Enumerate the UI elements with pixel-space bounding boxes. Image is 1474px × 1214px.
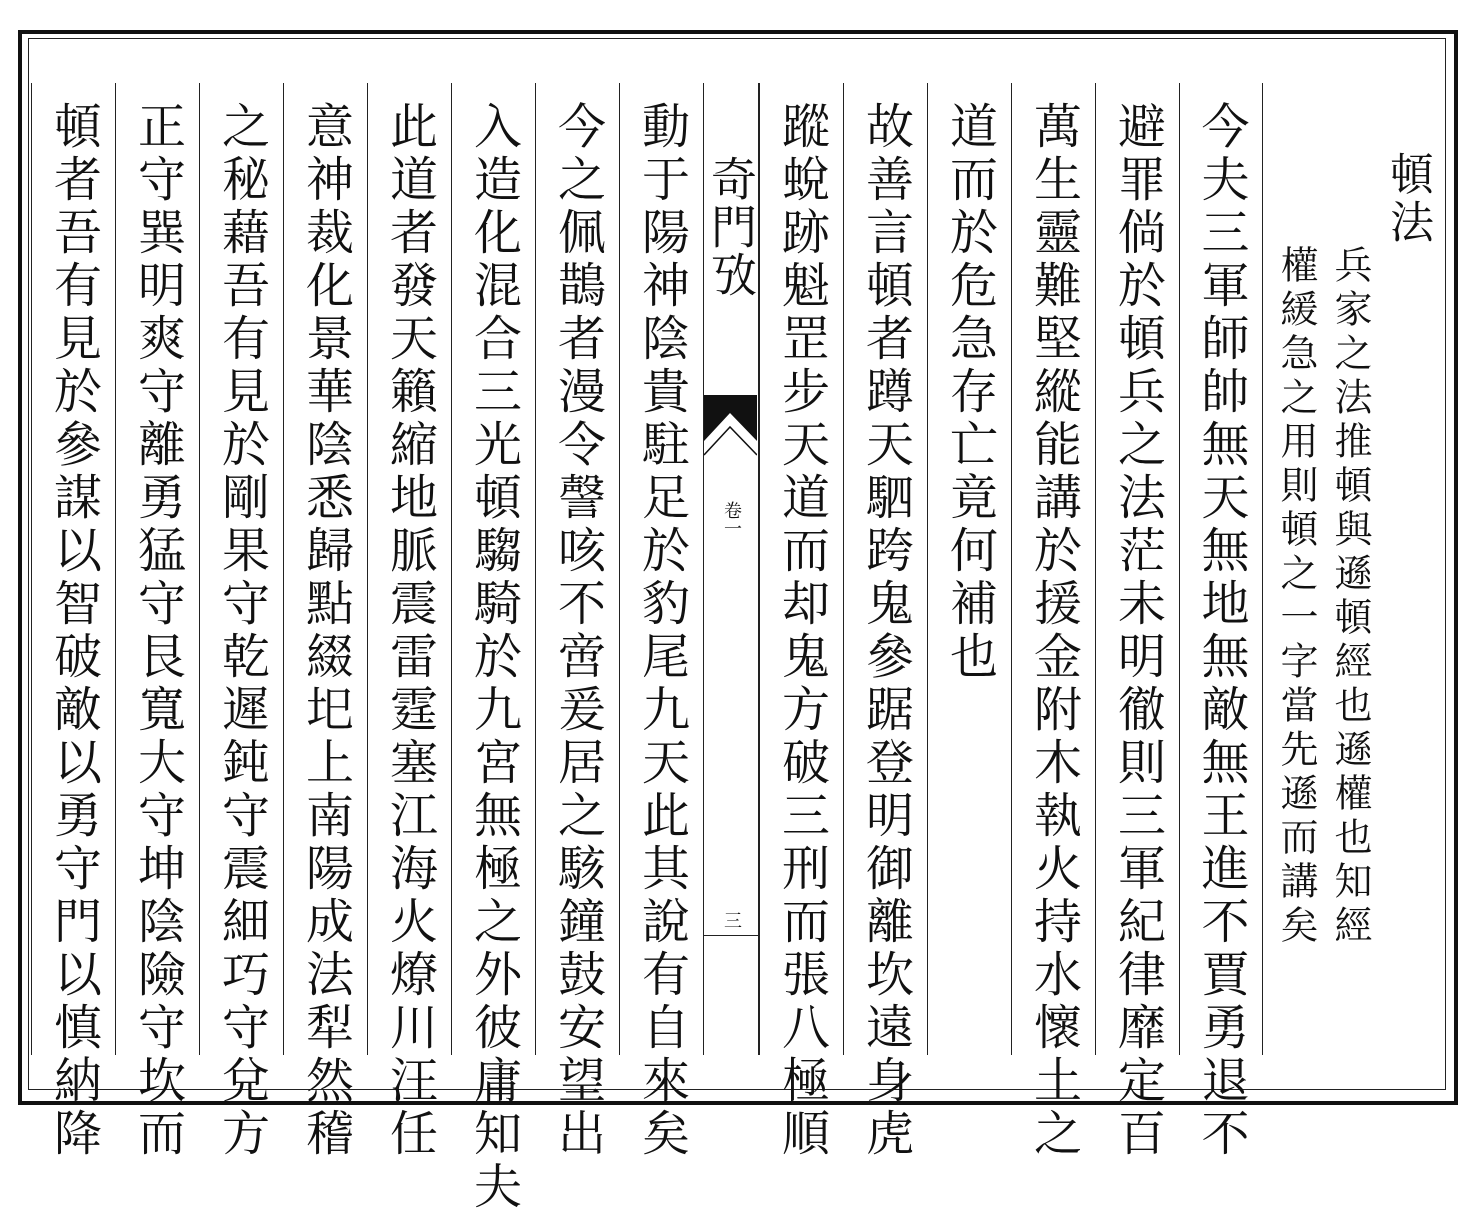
column-text: 動于陽神陰貴駐足於豹尾九天此其說有自來矣 (633, 101, 690, 1161)
text-column (199, 83, 283, 1161)
text-column (367, 83, 451, 1161)
column-text: 意神裁化景華陰悉歸點綴圯上南陽成法犁然稽 (297, 101, 354, 1161)
section-heading: 頓法 (1382, 151, 1433, 247)
column-text: 故善言頓者蹲天駟跨鬼參踞登明御離坎遠身虎 (857, 101, 914, 1161)
text-column (759, 83, 843, 1161)
text-column (451, 83, 535, 1214)
commentary-block (1265, 83, 1375, 1055)
text-column (619, 83, 703, 1161)
text-column (535, 83, 619, 1161)
text-block-frame (28, 38, 1446, 1214)
book-margin (703, 83, 759, 1055)
column-text: 萬生靈難堅縱能講於援金附木執火持水懷土之 (1025, 101, 1082, 1161)
text-column (927, 83, 1011, 1055)
text-column (1095, 83, 1179, 1161)
text-column (115, 83, 199, 1161)
column-text: 此道者發天籟縮地脈震雷霆塞江海火燎川汪任 (381, 101, 438, 1161)
column-text: 入造化混合三光頓騶騎於九宮無極之外彼庸知夫 (465, 101, 522, 1214)
column-text: 今之佩鵲者漫令謦咳不啻爰居之駭鐘鼓安望出 (549, 101, 606, 1161)
text-column (843, 83, 927, 1161)
text-column (31, 83, 115, 1161)
column-text: 蹤蛻跡魁罡步天道而却鬼方破三刑而張八極順 (773, 101, 830, 1161)
volume-label: 卷一 (721, 501, 742, 537)
column-text: 道而於危急存亡竟何補也 (941, 101, 998, 684)
commentary-line: 兵家之法推頓與遜頓經也遜權也知經 (1328, 245, 1372, 949)
fishtail-mark-icon (704, 395, 757, 475)
column-text: 之秘藉吾有見於剛果守乾遲鈍守震細巧守兌方 (213, 101, 270, 1161)
text-column (1179, 83, 1263, 1161)
text-column (283, 83, 367, 1161)
margin-divider (704, 935, 758, 936)
page-number: 三 (721, 911, 742, 929)
column-text: 正守巽明爽守離勇猛守艮寬大守坤陰險守坎而 (129, 101, 186, 1161)
commentary-line: 權緩急之用則頓之一字當先遜而講矣 (1274, 245, 1318, 949)
book-title: 奇門攷 (704, 155, 758, 299)
column-text: 頓者吾有見於參謀以智破敵以勇守門以慎納降 (45, 101, 102, 1161)
text-column (1011, 83, 1095, 1161)
column-text: 今夫三軍師帥無天無地無敵無王進不賈勇退不 (1193, 101, 1249, 1161)
column-text: 避罪倘於頓兵之法茫未明徹則三軍紀律靡定百 (1109, 101, 1166, 1161)
